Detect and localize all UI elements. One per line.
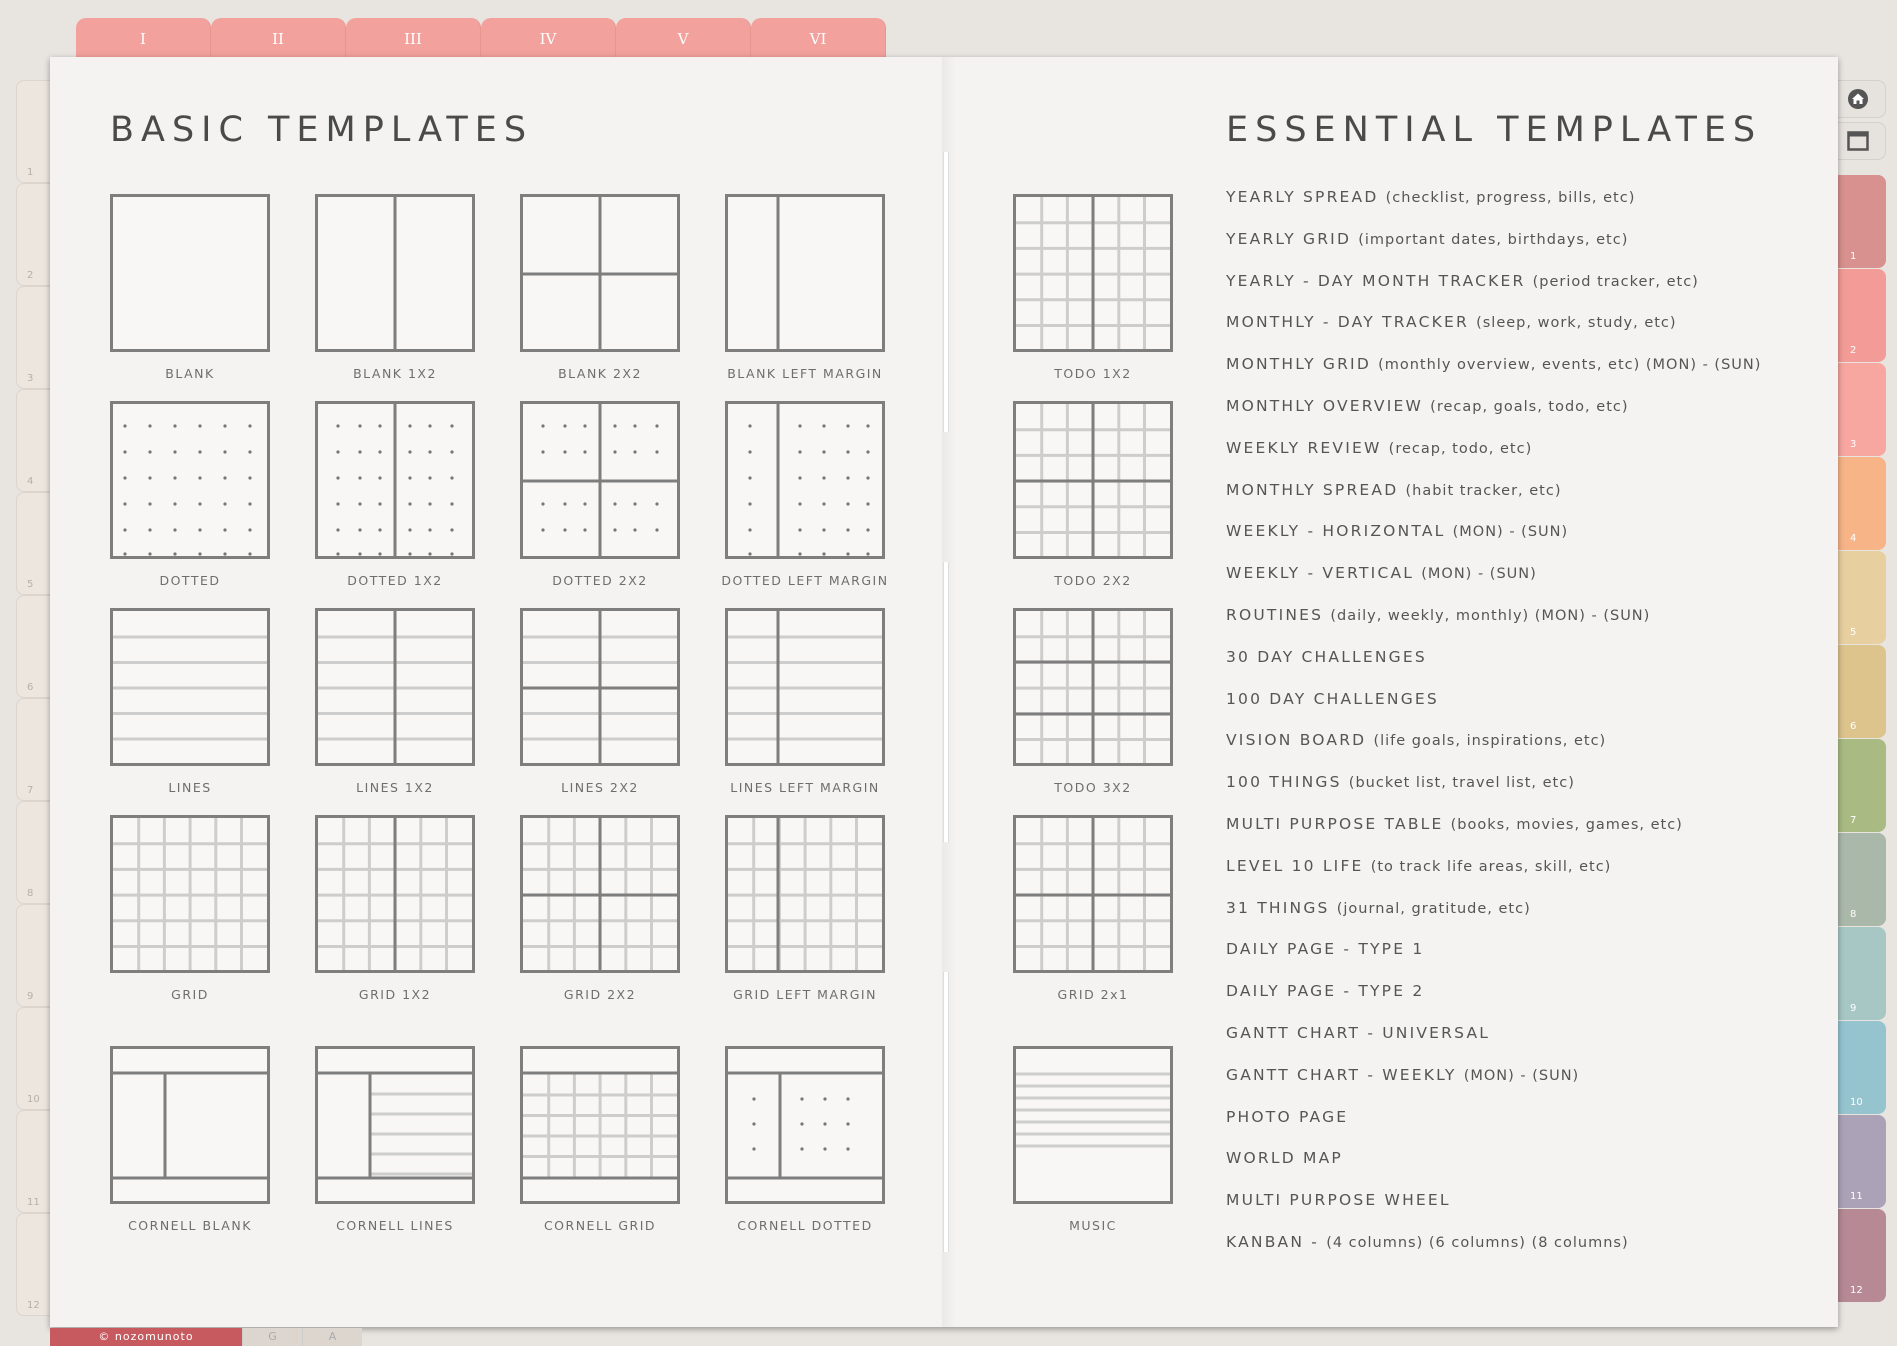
right-tab-5[interactable] bbox=[1830, 551, 1886, 644]
item-title: YEARLY GRID bbox=[1226, 229, 1352, 248]
item-title: 100 THINGS bbox=[1226, 773, 1342, 792]
item-title: WEEKLY - HORIZONTAL bbox=[1226, 522, 1446, 541]
essential-template-item[interactable] bbox=[1226, 899, 1761, 941]
left-tab-label: 5 bbox=[27, 579, 34, 590]
essential-template-item[interactable] bbox=[1226, 773, 1761, 815]
item-subtitle: (important dates, birthdays, etc) bbox=[1358, 231, 1629, 248]
template-caption: TODO 3X2 bbox=[1054, 780, 1132, 795]
item-subtitle: (books, movies, games, etc) bbox=[1450, 816, 1683, 833]
essential-template-item[interactable] bbox=[1226, 522, 1761, 564]
essential-template-item[interactable] bbox=[1226, 397, 1761, 439]
right-tab-7[interactable] bbox=[1830, 739, 1886, 832]
template-grid-1x2[interactable] bbox=[315, 815, 475, 1002]
template-cornell-lines[interactable] bbox=[315, 1046, 475, 1233]
right-section-tabs bbox=[1830, 175, 1886, 1303]
left-tab-label: 2 bbox=[27, 270, 34, 281]
left-tab-label: 4 bbox=[27, 476, 34, 487]
essential-template-item[interactable] bbox=[1226, 355, 1761, 397]
item-title: LEVEL 10 LIFE bbox=[1226, 856, 1364, 875]
essential-template-item[interactable] bbox=[1226, 982, 1761, 1024]
template-thumbnail bbox=[520, 608, 680, 766]
right-tab-12[interactable] bbox=[1830, 1209, 1886, 1302]
item-title: MONTHLY SPREAD bbox=[1226, 480, 1399, 499]
copyright-label: © nozomunoto bbox=[50, 1328, 242, 1346]
template-thumbnail bbox=[1013, 608, 1173, 766]
template-caption: LINES bbox=[168, 780, 212, 795]
item-subtitle: (habit tracker, etc) bbox=[1405, 482, 1562, 499]
item-title: KANBAN - bbox=[1226, 1232, 1320, 1251]
left-tab-label: 1 bbox=[27, 167, 34, 178]
item-subtitle: (4 columns) (6 columns) (8 columns) bbox=[1326, 1234, 1629, 1251]
template-thumbnail bbox=[520, 815, 680, 973]
bottom-bar bbox=[50, 1328, 362, 1346]
template-cornell-blank[interactable] bbox=[110, 1046, 270, 1233]
template-caption: DOTTED 2X2 bbox=[552, 573, 648, 588]
left-tab-label: 9 bbox=[27, 991, 34, 1002]
template-caption: BLANK LEFT MARGIN bbox=[727, 366, 883, 381]
right-tab-4[interactable] bbox=[1830, 457, 1886, 550]
item-title: GANTT CHART - UNIVERSAL bbox=[1226, 1023, 1491, 1042]
template-caption: BLANK 1X2 bbox=[353, 366, 437, 381]
home-icon bbox=[1847, 88, 1869, 110]
left-tab-label: 12 bbox=[27, 1300, 40, 1311]
item-title: MONTHLY OVERVIEW bbox=[1226, 396, 1424, 415]
template-caption: GRID bbox=[171, 987, 209, 1002]
item-title: 30 DAY CHALLENGES bbox=[1226, 647, 1427, 666]
right-tab-label: 1 bbox=[1850, 251, 1857, 262]
essential-template-item[interactable] bbox=[1226, 272, 1761, 314]
left-tab-label: 6 bbox=[27, 682, 34, 693]
item-title: MULTI PURPOSE WHEEL bbox=[1226, 1191, 1451, 1210]
template-grid[interactable] bbox=[110, 815, 270, 1002]
right-tab-3[interactable] bbox=[1830, 363, 1886, 456]
essential-template-item[interactable] bbox=[1226, 1066, 1761, 1108]
template-thumbnail bbox=[725, 815, 885, 973]
binding-ring bbox=[943, 562, 949, 842]
right-tab-label: 7 bbox=[1850, 815, 1857, 826]
right-tab-label: 2 bbox=[1850, 345, 1857, 356]
item-title: DAILY PAGE - TYPE 1 bbox=[1226, 940, 1425, 959]
item-subtitle: (life goals, inspirations, etc) bbox=[1373, 733, 1607, 750]
item-subtitle: (MON) - (SUN) bbox=[1452, 524, 1569, 541]
template-caption: TODO 1X2 bbox=[1054, 366, 1132, 381]
essential-template-item[interactable] bbox=[1226, 481, 1761, 523]
bottom-button-a[interactable]: A bbox=[302, 1328, 362, 1346]
binding-ring bbox=[943, 972, 949, 1252]
item-title: WORLD MAP bbox=[1226, 1149, 1343, 1168]
template-caption: DOTTED LEFT MARGIN bbox=[721, 573, 889, 588]
template-grid-2x1[interactable] bbox=[1013, 815, 1173, 1002]
template-lines[interactable] bbox=[110, 608, 270, 795]
item-title: WEEKLY - VERTICAL bbox=[1226, 564, 1415, 583]
right-tab-label: 10 bbox=[1850, 1097, 1863, 1108]
template-thumbnail bbox=[725, 608, 885, 766]
essential-template-item[interactable] bbox=[1226, 1233, 1761, 1275]
item-title: MULTI PURPOSE TABLE bbox=[1226, 814, 1444, 833]
template-thumbnail bbox=[315, 608, 475, 766]
template-caption: BLANK bbox=[165, 366, 215, 381]
template-grid-2x2[interactable] bbox=[520, 815, 680, 1002]
item-title: WEEKLY REVIEW bbox=[1226, 438, 1382, 457]
template-todo-3x2[interactable] bbox=[1013, 608, 1173, 795]
template-lines-left-margin[interactable] bbox=[725, 608, 885, 795]
template-thumbnail bbox=[315, 194, 475, 352]
right-tab-label: 5 bbox=[1850, 627, 1857, 638]
item-subtitle: (period tracker, etc) bbox=[1532, 273, 1699, 290]
template-dotted-2x2[interactable] bbox=[520, 401, 680, 588]
template-caption: TODO 2X2 bbox=[1054, 573, 1132, 588]
template-todo-1x2[interactable] bbox=[1013, 194, 1173, 381]
right-tab-1[interactable] bbox=[1830, 175, 1886, 268]
left-tab-label: 3 bbox=[27, 373, 34, 384]
template-caption: MUSIC bbox=[1069, 1218, 1117, 1233]
template-caption: LINES 2X2 bbox=[561, 780, 639, 795]
template-caption: CORNELL DOTTED bbox=[737, 1218, 873, 1233]
left-tab-label: 8 bbox=[27, 888, 34, 899]
basic-templates-heading: BASIC TEMPLATES bbox=[110, 110, 534, 150]
template-thumbnail bbox=[520, 1046, 680, 1204]
item-subtitle: (to track life areas, skill, etc) bbox=[1370, 858, 1612, 875]
template-thumbnail bbox=[110, 608, 270, 766]
essential-templates-heading: ESSENTIAL TEMPLATES bbox=[1226, 110, 1763, 150]
template-thumbnail bbox=[1013, 815, 1173, 973]
essential-template-item[interactable] bbox=[1226, 940, 1761, 982]
top-tab-2[interactable]: II bbox=[211, 18, 346, 68]
template-dotted-left-margin[interactable] bbox=[721, 401, 889, 588]
essential-template-item[interactable] bbox=[1226, 606, 1761, 648]
right-tab-label: 6 bbox=[1850, 721, 1857, 732]
right-tab-label: 8 bbox=[1850, 909, 1857, 920]
template-caption: GRID 2x1 bbox=[1057, 987, 1129, 1002]
template-blank-2x2[interactable] bbox=[520, 194, 680, 381]
essential-template-item[interactable] bbox=[1226, 1108, 1761, 1150]
template-caption: DOTTED 1X2 bbox=[347, 573, 443, 588]
item-title: VISION BOARD bbox=[1226, 731, 1367, 750]
template-thumbnail bbox=[725, 401, 885, 559]
item-title: PHOTO PAGE bbox=[1226, 1107, 1349, 1126]
window-button[interactable] bbox=[1830, 122, 1886, 160]
template-thumbnail bbox=[725, 194, 885, 352]
window-icon bbox=[1847, 131, 1869, 151]
item-title: MONTHLY - DAY TRACKER bbox=[1226, 313, 1469, 332]
top-tab-5[interactable]: V bbox=[616, 18, 751, 68]
template-thumbnail bbox=[315, 1046, 475, 1204]
right-tab-label: 3 bbox=[1850, 439, 1857, 450]
template-thumbnail bbox=[110, 401, 270, 559]
template-lines-1x2[interactable] bbox=[315, 608, 475, 795]
item-subtitle: (MON) - (SUN) bbox=[1421, 566, 1537, 583]
template-music[interactable] bbox=[1013, 1046, 1173, 1233]
right-tab-label: 4 bbox=[1850, 533, 1857, 544]
template-thumbnail bbox=[110, 1046, 270, 1204]
left-tab-label: 7 bbox=[27, 785, 34, 796]
template-thumbnail bbox=[520, 194, 680, 352]
right-tab-11[interactable] bbox=[1830, 1115, 1886, 1208]
bottom-button-g[interactable]: G bbox=[242, 1328, 302, 1346]
essential-template-item[interactable] bbox=[1226, 313, 1761, 355]
top-tab-4[interactable]: IV bbox=[481, 18, 616, 68]
template-caption: CORNELL LINES bbox=[336, 1218, 454, 1233]
top-tab-1[interactable]: I bbox=[76, 18, 211, 68]
essential-template-item[interactable] bbox=[1226, 815, 1761, 857]
template-caption: DOTTED bbox=[159, 573, 221, 588]
essential-template-item[interactable] bbox=[1226, 439, 1761, 481]
template-thumbnail bbox=[1013, 401, 1173, 559]
template-cornell-dotted[interactable] bbox=[725, 1046, 885, 1233]
essential-template-item[interactable] bbox=[1226, 1191, 1761, 1233]
right-tab-2[interactable] bbox=[1830, 269, 1886, 362]
right-tab-9[interactable] bbox=[1830, 927, 1886, 1020]
right-tab-label: 11 bbox=[1850, 1191, 1863, 1202]
template-caption: LINES 1X2 bbox=[356, 780, 434, 795]
item-subtitle: (recap, todo, etc) bbox=[1388, 440, 1533, 457]
item-subtitle: (journal, gratitude, etc) bbox=[1336, 900, 1531, 917]
item-subtitle: (bucket list, travel list, etc) bbox=[1348, 775, 1575, 792]
essential-template-item[interactable] bbox=[1226, 564, 1761, 606]
template-lines-2x2[interactable] bbox=[520, 608, 680, 795]
template-caption: GRID LEFT MARGIN bbox=[733, 987, 877, 1002]
template-todo-2x2[interactable] bbox=[1013, 401, 1173, 588]
template-caption: CORNELL BLANK bbox=[128, 1218, 252, 1233]
essential-template-item[interactable] bbox=[1226, 230, 1761, 272]
template-thumbnail bbox=[110, 194, 270, 352]
item-title: MONTHLY GRID bbox=[1226, 355, 1371, 374]
top-tab-6[interactable]: VI bbox=[751, 18, 886, 68]
item-title: 100 DAY CHALLENGES bbox=[1226, 689, 1439, 708]
template-caption: GRID 1X2 bbox=[358, 987, 432, 1002]
item-subtitle: (sleep, work, study, etc) bbox=[1476, 315, 1677, 332]
item-title: ROUTINES bbox=[1226, 605, 1324, 624]
template-thumbnail bbox=[1013, 194, 1173, 352]
item-subtitle: (checklist, progress, bills, etc) bbox=[1385, 190, 1636, 206]
item-subtitle: (monthly overview, events, etc) (MON) - (SUN) bbox=[1378, 357, 1762, 374]
item-title: DAILY PAGE - TYPE 2 bbox=[1226, 982, 1425, 1001]
template-cornell-grid[interactable] bbox=[520, 1046, 680, 1233]
essential-template-item[interactable] bbox=[1226, 648, 1761, 690]
left-tab-label: 10 bbox=[27, 1094, 40, 1105]
template-blank[interactable] bbox=[110, 194, 270, 381]
item-subtitle: (MON) - (SUN) bbox=[1463, 1067, 1580, 1084]
item-subtitle: (recap, goals, todo, etc) bbox=[1430, 398, 1629, 415]
template-caption: BLANK 2X2 bbox=[558, 366, 642, 381]
template-blank-1x2[interactable] bbox=[315, 194, 475, 381]
template-grid-left-margin[interactable] bbox=[725, 815, 885, 1002]
item-subtitle: (daily, weekly, monthly) (MON) - (SUN) bbox=[1330, 607, 1651, 624]
essential-template-item[interactable] bbox=[1226, 731, 1761, 773]
essential-template-list bbox=[1226, 188, 1761, 1275]
essential-template-item[interactable] bbox=[1226, 1149, 1761, 1191]
right-tab-8[interactable] bbox=[1830, 833, 1886, 926]
item-title: GANTT CHART - WEEKLY bbox=[1226, 1065, 1457, 1084]
home-button[interactable] bbox=[1830, 80, 1886, 118]
essential-template-item[interactable] bbox=[1226, 1024, 1761, 1066]
notebook-spread bbox=[50, 57, 1838, 1327]
item-title: YEARLY - DAY MONTH TRACKER bbox=[1226, 271, 1526, 290]
essential-template-item[interactable] bbox=[1226, 188, 1761, 230]
template-caption: GRID 2X2 bbox=[563, 987, 637, 1002]
item-title: 31 THINGS bbox=[1226, 898, 1330, 917]
template-dotted-1x2[interactable] bbox=[315, 401, 475, 588]
template-thumbnail bbox=[110, 815, 270, 973]
right-tab-10[interactable] bbox=[1830, 1021, 1886, 1114]
template-caption: CORNELL GRID bbox=[543, 1218, 657, 1233]
essential-template-item[interactable] bbox=[1226, 690, 1761, 732]
left-tab-label: 11 bbox=[27, 1197, 40, 1208]
template-thumbnail bbox=[315, 815, 475, 973]
binding-ring bbox=[943, 152, 949, 432]
right-icon-tabs bbox=[1830, 80, 1886, 164]
right-tab-label: 9 bbox=[1850, 1003, 1857, 1014]
item-title: YEARLY SPREAD bbox=[1226, 188, 1379, 206]
template-thumbnail bbox=[520, 401, 680, 559]
right-tab-label: 12 bbox=[1850, 1285, 1863, 1296]
template-blank-left-margin[interactable] bbox=[725, 194, 885, 381]
right-tab-6[interactable] bbox=[1830, 645, 1886, 738]
template-caption: LINES LEFT MARGIN bbox=[730, 780, 880, 795]
essential-template-item[interactable] bbox=[1226, 857, 1761, 899]
template-thumbnail bbox=[725, 1046, 885, 1204]
template-thumbnail bbox=[315, 401, 475, 559]
template-dotted[interactable] bbox=[110, 401, 270, 588]
template-thumbnail bbox=[1013, 1046, 1173, 1204]
top-tab-3[interactable]: III bbox=[346, 18, 481, 68]
